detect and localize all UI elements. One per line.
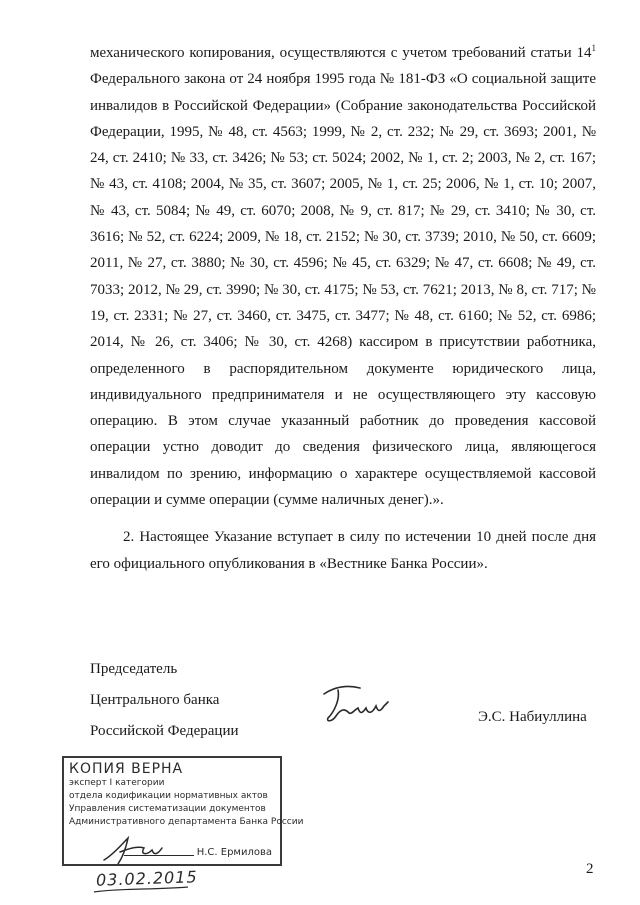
document-body: [90, 40, 596, 577]
signatory-title-line-1: Председатель: [90, 661, 178, 677]
page-number: 2: [586, 861, 594, 877]
stamp-name: Н.С. Ермилова: [196, 847, 272, 858]
stamp-title: КОПИЯ ВЕРНА: [69, 761, 184, 777]
signatory-title-line-2: Центрального банка: [90, 692, 220, 708]
stamp-line-4: Административного департамента Банка России: [69, 817, 304, 827]
stamp-line-2: отдела кодификации нормативных актов: [69, 791, 268, 801]
superscript: 1: [591, 43, 596, 53]
paragraph-1: механического копирования, осуществляются с учетом требований статьи $14^1$ Федерального закона от 24 ноября 1995 года № 181‑ФЗ «О социальной защите инвалидов в Российской Федерации» (Собрание законодательства Российской Федерации, 1995, № 48, ст. 4563; 1999, № 2, ст. 232; № 29, ст. 3693; 2001, № 24, ст. 2410; № 33, ст. 3426; № 53; ст. 5024; 2002, № 1, ст. 2; 2003, № 2, ст. 167; № 43, ст. 4108; 2004, № 35, ст. 3607; 2005, № 1, ст. 25; 2006, № 1, ст. 10; 2007, № 43, ст. 5084; № 49, ст. 6070; 2008, № 9, ст. 817; № 29, ст. 3410; № 30, ст. 3616; № 52, ст. 6224; 2009, № 18, ст. 2152; № 30, ст. 3739; 2010, № 50, ст. 6609; 2011, № 27, ст. 3880; № 30, ст. 4596; № 45, ст. 6329; № 47, ст. 6608; № 49, ст. 7033; 2012, № 29, ст. 3990; № 30, ст. 4175; № 53, ст. 7621; 2013, № 8, ст. 717; № 19, ст. 2331; № 27, ст. 3460, ст. 3475, ст. 3477; № 48, ст. 6160; № 52, ст. 6986; 2014, № 26, ст. 3406; № 30, ст. 4268) кассиром в присутствии работника, определенного в распорядительном документе юридического лица, индивидуального предпринимателя и не осуществляющего эту кассовую операцию. В этом случае указанный работник до проведения кассовой операции устно доводит до сведения физического лица, являющегося инвалидом по зрению, информацию о характере осуществляемой кассовой операции и сумме операции (сумме наличных денег).».: [90, 43, 596, 509]
signatory-name: Э.С. Набиуллина: [478, 709, 587, 725]
certification-stamp: [62, 756, 304, 866]
handwritten-date-underline: [92, 884, 190, 896]
handwritten-date: 03.02.2015: [95, 867, 198, 890]
paragraph-2: 2. Настоящее Указание вступает в силу по истечении 10 дней после дня его официального опубликования в «Вестнике Банка России».: [90, 529, 596, 572]
signatory-title-line-3: Российской Федерации: [90, 723, 239, 739]
stamp-handwritten-signature: [100, 834, 170, 868]
stamp-line-1: эксперт I категории: [69, 778, 165, 788]
signatory-title: [90, 654, 239, 747]
stamp-line-3: Управления систематизации документов: [69, 804, 266, 814]
handwritten-signature: [318, 680, 408, 728]
